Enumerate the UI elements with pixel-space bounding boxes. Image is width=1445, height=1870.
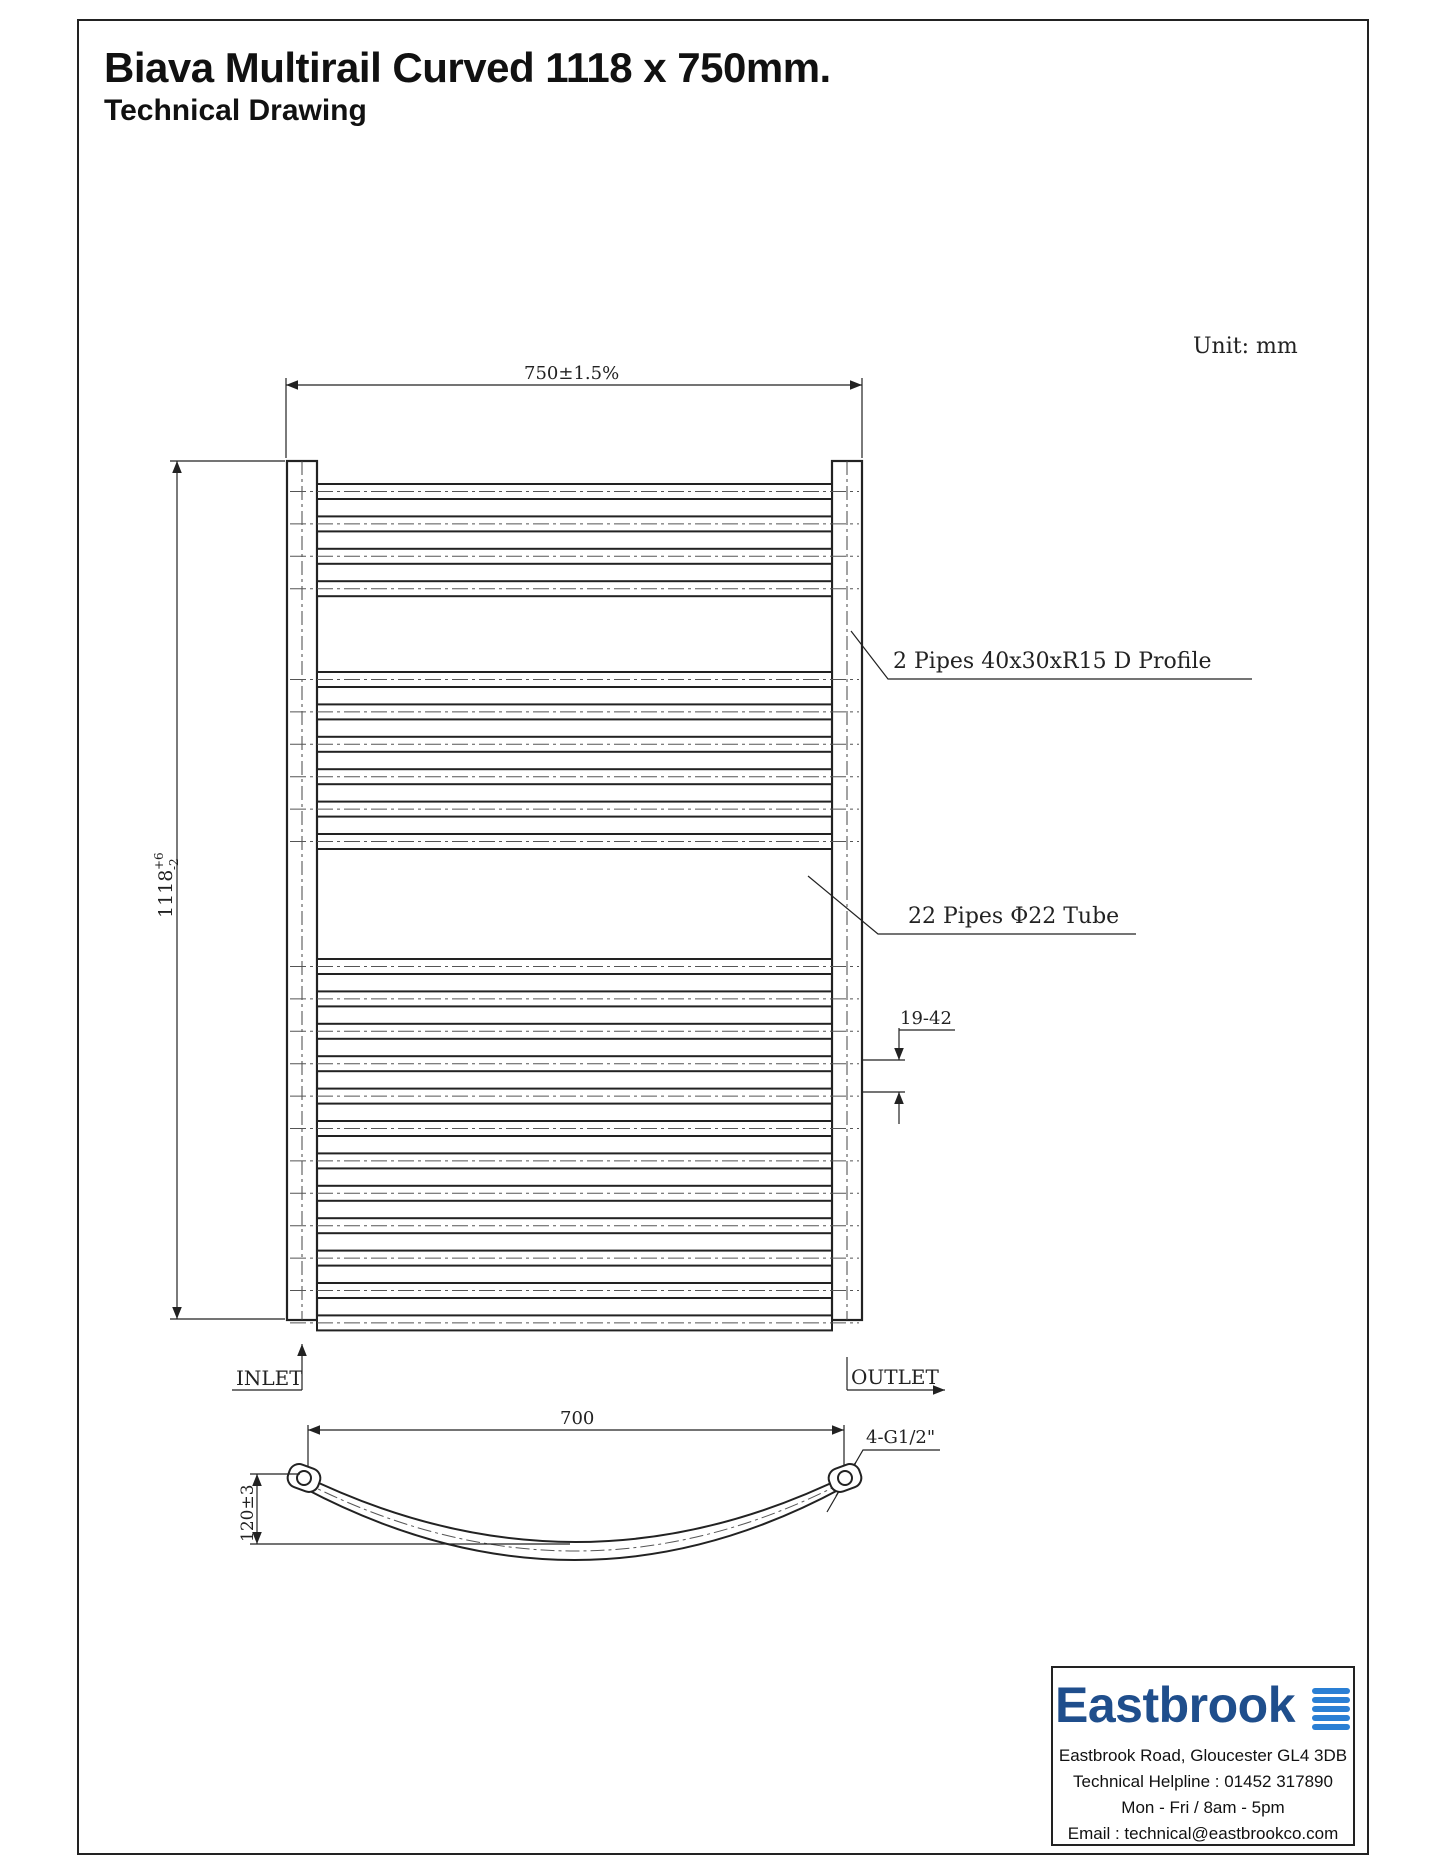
company-hours: Mon - Fri / 8am - 5pm xyxy=(1121,1798,1285,1817)
height-tolerance-lower: -2 xyxy=(167,858,181,870)
page-title: Biava Multirail Curved 1118 x 750mm. xyxy=(104,44,831,91)
spacing-dimension xyxy=(862,1028,955,1124)
company-name: Eastbrook xyxy=(1055,1677,1296,1733)
height-dimension-label: 1118 xyxy=(155,869,177,918)
inlet-label: INLET xyxy=(236,1366,303,1390)
height-dimension xyxy=(170,461,285,1319)
width-dimension-label: 750±1.5% xyxy=(524,363,620,384)
company-helpline: Technical Helpline : 01452 317890 xyxy=(1073,1772,1333,1791)
center-dimension xyxy=(308,1425,844,1470)
connection-label: 4-G1/2" xyxy=(866,1427,936,1448)
inlet-connection xyxy=(285,1461,323,1494)
side-pipes-label: 2 Pipes 40x30xR15 D Profile xyxy=(893,649,1212,674)
company-info-box xyxy=(1051,1666,1355,1846)
curved-rail-plan xyxy=(300,1474,850,1560)
outlet-label: OUTLET xyxy=(851,1365,939,1389)
width-dimension xyxy=(286,378,862,458)
height-tolerance-upper: +6 xyxy=(152,852,166,870)
spacing-label: 19-42 xyxy=(900,1008,952,1029)
company-email: Email : technical@eastbrookco.com xyxy=(1067,1824,1339,1843)
depth-dimension-label: 120±3 xyxy=(238,1484,258,1542)
page-subtitle: Technical Drawing xyxy=(104,94,367,127)
company-logo xyxy=(1053,1676,1353,1736)
unit-label: Unit: mm xyxy=(1193,334,1298,359)
rail-pipes-label: 22 Pipes Φ22 Tube xyxy=(908,904,1120,929)
rails-group xyxy=(290,484,859,1330)
center-dimension-label: 700 xyxy=(560,1408,595,1429)
outlet-connection xyxy=(826,1461,864,1494)
wave-lines-icon xyxy=(1312,1688,1350,1730)
company-address: Eastbrook Road, Gloucester GL4 3DB xyxy=(1058,1746,1348,1765)
